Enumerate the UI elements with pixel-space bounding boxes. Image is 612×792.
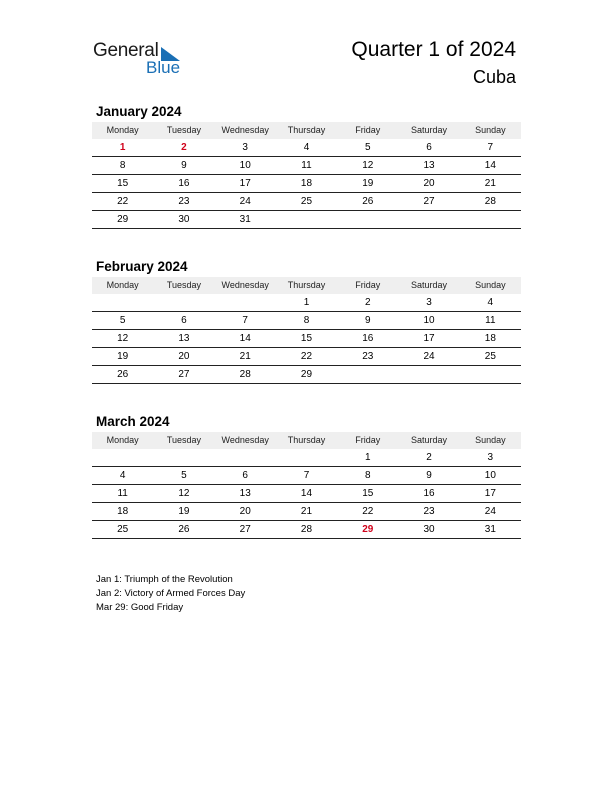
weekday-header: [92, 122, 521, 139]
day-cell: 28: [484, 196, 496, 207]
weekday-label: Tuesday: [166, 280, 202, 290]
day-cell: 24: [484, 506, 496, 517]
day-cell: 25: [117, 524, 129, 535]
day-cell: 21: [300, 506, 313, 517]
day-cell: [276, 211, 337, 228]
week-row: [92, 366, 521, 384]
day-cell: 9: [181, 160, 187, 171]
day-cell: 20: [178, 351, 190, 362]
day-cell: 18: [484, 333, 496, 344]
day-cell: 15: [117, 178, 129, 189]
month-weeks: [92, 294, 521, 384]
day-cell: 14: [484, 160, 496, 171]
day-cell: 11: [301, 160, 312, 171]
weekday-label: Sunday: [475, 125, 506, 135]
month-title: February 2024: [96, 259, 188, 274]
weekday-label: Saturday: [411, 280, 448, 290]
day-cell: 16: [178, 178, 190, 189]
day-cell: 21: [484, 178, 496, 189]
weekday-label: Sunday: [475, 280, 506, 290]
day-cell: 24: [423, 351, 435, 362]
day-cell: 29: [117, 214, 129, 225]
day-cell: 5: [181, 470, 187, 481]
day-cell: 23: [423, 506, 435, 517]
weekday-label: Friday: [355, 125, 381, 135]
day-cell: 18: [117, 506, 129, 517]
day-cell: 28: [239, 369, 251, 380]
day-cell: 14: [300, 488, 313, 499]
day-cell: 31: [239, 214, 251, 225]
day-cell: 29: [362, 524, 374, 535]
day-cell: 13: [178, 333, 190, 344]
day-cell: 30: [178, 214, 190, 225]
week-row: [92, 175, 521, 193]
day-cell: 27: [239, 524, 251, 535]
day-cell: 10: [423, 315, 435, 326]
day-cell: 22: [117, 196, 129, 207]
day-cell: 27: [423, 196, 435, 207]
day-cell: 24: [239, 196, 251, 207]
day-cell: 11: [485, 315, 496, 326]
holiday-notes: [96, 573, 245, 615]
week-row: [92, 193, 521, 211]
logo: [93, 40, 193, 80]
day-cell: 2: [364, 297, 371, 308]
weekday-label: Monday: [106, 125, 139, 135]
month-title: March 2024: [96, 414, 170, 429]
day-cell: [460, 211, 521, 228]
weekday-label: Wednesday: [221, 125, 269, 135]
weekday-label: Sunday: [475, 435, 506, 445]
day-cell: 1: [119, 142, 126, 153]
day-cell: 19: [117, 351, 129, 362]
holiday-note: Jan 2: Victory of Armed Forces Day: [96, 588, 246, 599]
week-row: [92, 503, 521, 521]
day-cell: 22: [300, 351, 313, 362]
logo-text-blue: Blue: [146, 58, 181, 77]
day-cell: 27: [178, 369, 190, 380]
day-cell: 10: [239, 160, 251, 171]
day-cell: 6: [242, 470, 248, 481]
day-cell: 21: [239, 351, 251, 362]
day-cell: [215, 294, 276, 311]
day-cell: 4: [487, 297, 494, 308]
week-row: [92, 157, 521, 175]
weekday-header: [92, 432, 521, 449]
week-row: [92, 312, 521, 330]
day-cell: 4: [119, 470, 126, 481]
day-cell: 8: [364, 470, 371, 481]
day-cell: 15: [300, 333, 313, 344]
day-cell: 26: [178, 524, 190, 535]
day-cell: 26: [362, 196, 374, 207]
day-cell: 4: [303, 142, 310, 153]
day-cell: [460, 366, 521, 383]
month-title: January 2024: [96, 104, 182, 119]
day-cell: 28: [300, 524, 313, 535]
day-cell: [337, 211, 398, 228]
day-cell: 3: [242, 142, 248, 153]
day-cell: 17: [239, 178, 251, 189]
month-march: [92, 412, 521, 539]
week-row: [92, 485, 521, 503]
weekday-label: Saturday: [411, 435, 448, 445]
day-cell: 14: [239, 333, 251, 344]
day-cell: 19: [178, 506, 190, 517]
day-cell: 18: [300, 178, 313, 189]
day-cell: 19: [362, 178, 374, 189]
day-cell: 16: [423, 488, 435, 499]
day-cell: 11: [117, 488, 128, 499]
weekday-label: Tuesday: [166, 435, 202, 445]
day-cell: [92, 449, 153, 466]
month-weeks: [92, 449, 521, 539]
day-cell: [215, 449, 276, 466]
day-cell: 2: [426, 452, 432, 463]
weekday-label: Wednesday: [221, 435, 269, 445]
week-row: [92, 330, 521, 348]
day-cell: 29: [300, 369, 313, 380]
day-cell: 22: [362, 506, 374, 517]
day-cell: [398, 366, 459, 383]
week-row: [92, 449, 521, 467]
day-cell: [398, 211, 459, 228]
day-cell: 8: [303, 315, 310, 326]
day-cell: 16: [362, 333, 374, 344]
week-row: [92, 294, 521, 312]
month-january: [92, 102, 521, 229]
day-cell: 1: [364, 452, 371, 463]
page-title: Quarter 1 of 2024: [351, 38, 516, 61]
day-cell: [153, 449, 214, 466]
holiday-note: Mar 29: Good Friday: [96, 602, 184, 613]
week-row: [92, 521, 521, 539]
week-row: [92, 348, 521, 366]
day-cell: 8: [119, 160, 126, 171]
holiday-note: Jan 1: Triumph of the Revolution: [96, 574, 233, 585]
month-february: [92, 257, 521, 384]
day-cell: 23: [178, 196, 190, 207]
weekday-label: Thursday: [287, 125, 326, 135]
weekday-header: [92, 277, 521, 294]
day-cell: 3: [487, 452, 494, 463]
month-weeks: [92, 139, 521, 229]
day-cell: 7: [303, 470, 310, 481]
weekday-label: Monday: [106, 435, 139, 445]
day-cell: 12: [117, 333, 129, 344]
day-cell: 12: [178, 488, 190, 499]
day-cell: 6: [181, 315, 187, 326]
weekday-label: Thursday: [287, 280, 326, 290]
weekday-label: Friday: [355, 435, 381, 445]
day-cell: [276, 449, 337, 466]
day-cell: 26: [117, 369, 129, 380]
day-cell: 12: [362, 160, 374, 171]
day-cell: 2: [181, 142, 187, 153]
week-row: [92, 139, 521, 157]
day-cell: [92, 294, 153, 311]
day-cell: [337, 366, 398, 383]
logo-text-general: General: [93, 40, 159, 61]
day-cell: 13: [423, 160, 435, 171]
weekday-label: Thursday: [287, 435, 326, 445]
day-cell: 17: [423, 333, 435, 344]
day-cell: 10: [484, 470, 496, 481]
day-cell: 5: [119, 315, 126, 326]
day-cell: 5: [364, 142, 371, 153]
weekday-label: Monday: [106, 280, 139, 290]
day-cell: 25: [484, 351, 496, 362]
day-cell: 7: [487, 142, 494, 153]
country-name: Cuba: [472, 67, 516, 87]
day-cell: 30: [423, 524, 435, 535]
day-cell: 31: [484, 524, 496, 535]
weekday-label: Tuesday: [166, 125, 202, 135]
weekday-label: Saturday: [411, 125, 448, 135]
day-cell: 9: [426, 470, 432, 481]
day-cell: 3: [426, 297, 432, 308]
day-cell: 13: [239, 488, 251, 499]
day-cell: 20: [423, 178, 435, 189]
week-row: [92, 467, 521, 485]
day-cell: 20: [239, 506, 251, 517]
day-cell: 17: [484, 488, 496, 499]
day-cell: 6: [426, 142, 432, 153]
day-cell: [153, 294, 214, 311]
day-cell: 7: [242, 315, 248, 326]
day-cell: 9: [364, 315, 371, 326]
weekday-label: Wednesday: [221, 280, 269, 290]
day-cell: 15: [362, 488, 374, 499]
day-cell: 1: [303, 297, 310, 308]
day-cell: 23: [362, 351, 374, 362]
week-row: [92, 211, 521, 229]
day-cell: 25: [300, 196, 313, 207]
weekday-label: Friday: [355, 280, 381, 290]
